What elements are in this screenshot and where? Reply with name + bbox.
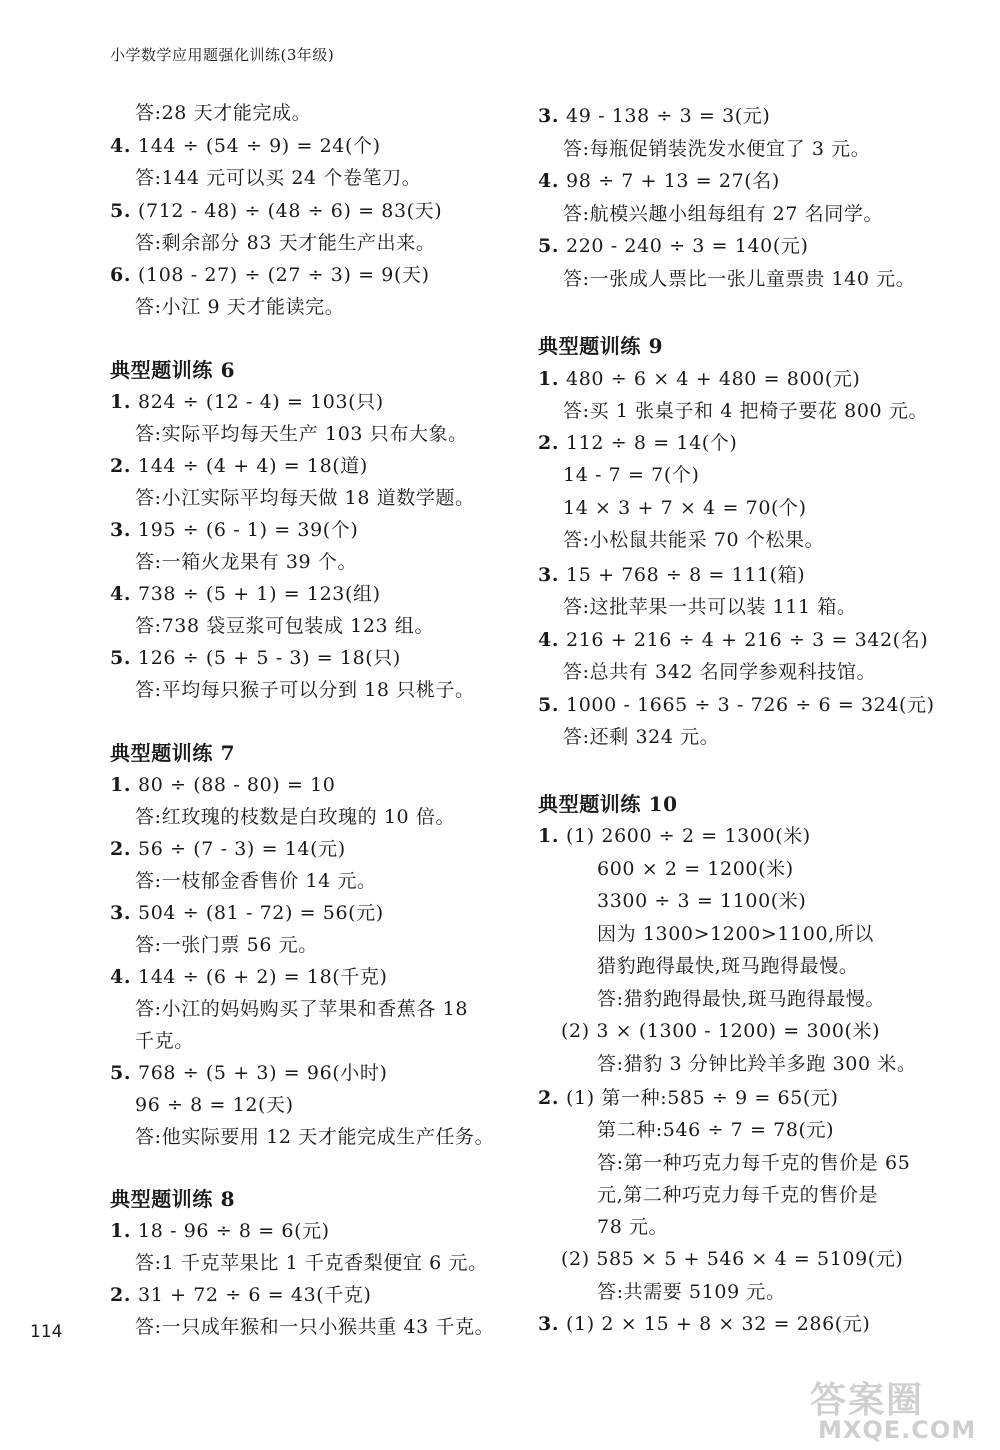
- problem-number: 3.: [538, 1313, 560, 1335]
- answer-line: [135, 165, 421, 191]
- answer-line: [563, 659, 876, 685]
- line-text: 80 ÷ (88 - 80) = 10: [138, 774, 336, 796]
- answer-line: [597, 1117, 834, 1143]
- problem-number: 4.: [538, 170, 560, 192]
- line-text: 195 ÷ (6 - 1) = 39(个): [138, 519, 359, 541]
- problem-number: 3.: [110, 519, 132, 541]
- line-text: 答:买 1 张桌子和 4 把椅子要花 800 元。: [563, 400, 929, 422]
- problem-line: [110, 133, 381, 159]
- line-text: 答:144 元可以买 24 个卷笔刀。: [135, 167, 422, 189]
- line-text: (1) 2600 ÷ 2 = 1300(米): [566, 825, 811, 847]
- problem-line: [110, 581, 381, 607]
- problem-line: [538, 430, 737, 456]
- problem-number: 3.: [110, 902, 132, 924]
- line-text: 答:平均每只猴子可以分到 18 只桃子。: [135, 679, 475, 701]
- problem-number: 5.: [110, 1062, 132, 1084]
- line-text: 112 ÷ 8 = 14(个): [566, 432, 738, 454]
- problem-line: [538, 103, 770, 129]
- problem-line: [110, 964, 388, 990]
- line-text: (1) 第一种:585 ÷ 9 = 65(元): [566, 1087, 839, 1109]
- answer-line: [597, 1214, 668, 1240]
- line-text: 答:一只成年猴和一只小猴共重 43 千克。: [135, 1316, 495, 1338]
- answer-line: [135, 932, 318, 958]
- line-text: 480 ÷ 6 × 4 + 480 = 800(元): [566, 368, 861, 390]
- line-text: 答:猎豹跑得最快,斑马跑得最慢。: [597, 988, 886, 1010]
- line-text: 144 ÷ (6 + 2) = 18(千克): [138, 966, 388, 988]
- section-heading: [538, 333, 663, 359]
- problem-line: [110, 389, 384, 415]
- problem-line: [538, 168, 780, 194]
- line-text: 第二种:546 ÷ 7 = 78(元): [597, 1119, 835, 1141]
- line-text: (2) 3 × (1300 - 1200) = 300(米): [561, 1020, 881, 1042]
- problem-number: 5.: [538, 694, 560, 716]
- problem-line: [110, 198, 442, 224]
- line-text: 14 - 7 = 7(个): [563, 464, 700, 486]
- answer-line: [135, 1028, 194, 1054]
- running-header: 小学数学应用题强化训练(3年级): [110, 46, 335, 64]
- problem-line: [538, 562, 805, 588]
- line-text: 答:小江的妈妈购买了苹果和香蕉各 18: [135, 998, 469, 1020]
- line-text: 14 × 3 + 7 × 4 = 70(个): [563, 497, 807, 519]
- answer-line: [597, 888, 806, 914]
- answer-line: [563, 495, 807, 521]
- answer-line: [561, 1018, 880, 1044]
- line-text: 答:每瓶促销装洗发水便宜了 3 元。: [563, 138, 871, 160]
- problem-line: [110, 1282, 372, 1308]
- line-text: 答:总共有 342 名同学参观科技馆。: [563, 661, 877, 683]
- page-number: 114: [30, 1322, 63, 1342]
- answer-line: [563, 527, 824, 553]
- line-text: 答:第一种巧克力每千克的售价是 65: [597, 1152, 911, 1174]
- line-text: (108 - 27) ÷ (27 ÷ 3) = 9(天): [138, 264, 430, 286]
- problem-number: 5.: [538, 235, 560, 257]
- line-text: 千克。: [135, 1030, 194, 1052]
- line-text: 因为 1300>1200>1100,所以: [597, 923, 874, 945]
- line-text: 答:红玫瑰的枝数是白玫瑰的 10 倍。: [135, 806, 456, 828]
- line-text: 答:他实际要用 12 天才能完成生产任务。: [135, 1126, 495, 1148]
- section-heading: [110, 740, 235, 766]
- line-text: 824 ÷ (12 - 4) = 103(只): [138, 391, 384, 413]
- answer-line: [597, 1051, 917, 1077]
- answer-line: [563, 201, 883, 227]
- line-text: 答:738 袋豆浆可包装成 123 组。: [135, 615, 435, 637]
- answer-line: [597, 1279, 786, 1305]
- answer-line: [135, 421, 468, 447]
- line-text: 答:一箱火龙果有 39 个。: [135, 551, 358, 573]
- line-text: 答:航模兴趣小组每组有 27 名同学。: [563, 203, 884, 225]
- problem-number: 4.: [110, 583, 132, 605]
- problem-number: 6.: [110, 264, 132, 286]
- watermark-logo: [810, 1372, 985, 1444]
- problem-line: [538, 233, 808, 259]
- problem-number: 2.: [110, 838, 132, 860]
- line-text: 126 ÷ (5 + 5 - 3) = 18(只): [138, 647, 401, 669]
- answer-line: [563, 398, 928, 424]
- problem-number: 1.: [538, 825, 560, 847]
- problem-number: 1.: [538, 368, 560, 390]
- line-text: 答:28 天才能完成。: [135, 102, 312, 124]
- line-text: 答:共需要 5109 元。: [597, 1281, 786, 1303]
- line-text: 答:这批苹果一共可以装 111 箱。: [563, 596, 857, 618]
- line-text: 答:猎豹 3 分钟比羚羊多跑 300 米。: [597, 1053, 917, 1075]
- line-text: 78 元。: [597, 1216, 669, 1238]
- line-text: 答:剩余部分 83 天才能生产出来。: [135, 232, 436, 254]
- line-text: 18 - 96 ÷ 8 = 6(元): [138, 1220, 330, 1242]
- line-text: 216 + 216 ÷ 4 + 216 ÷ 3 = 342(名): [566, 629, 929, 651]
- problem-number: 2.: [110, 455, 132, 477]
- problem-line: [110, 1218, 330, 1244]
- line-text: 典型题训练 9: [538, 334, 664, 358]
- problem-line: [538, 1311, 870, 1337]
- line-text: 答:实际平均每天生产 103 只布大象。: [135, 423, 468, 445]
- line-text: 1000 - 1665 ÷ 3 - 726 ÷ 6 = 324(元): [566, 694, 935, 716]
- section-heading: [110, 1186, 235, 1212]
- line-text: 504 ÷ (81 - 72) = 56(元): [138, 902, 384, 924]
- line-text: 49 - 138 ÷ 3 = 3(元): [566, 105, 771, 127]
- line-text: (712 - 48) ÷ (48 ÷ 6) = 83(天): [138, 200, 443, 222]
- answer-line: [135, 1124, 494, 1150]
- answer-line: [135, 1250, 488, 1276]
- answer-line: [563, 136, 870, 162]
- section-heading: [110, 357, 235, 383]
- answer-line: [597, 856, 794, 882]
- line-text: 典型题训练 10: [538, 792, 678, 816]
- answer-line: [135, 549, 357, 575]
- answer-line: [135, 868, 377, 894]
- problem-line: [110, 453, 368, 479]
- answer-line: [135, 294, 344, 320]
- line-text: 98 ÷ 7 + 13 = 27(名): [566, 170, 780, 192]
- answer-line: [135, 613, 434, 639]
- problem-number: 1.: [110, 774, 132, 796]
- answer-line: [597, 1150, 910, 1176]
- line-text: 56 ÷ (7 - 3) = 14(元): [138, 838, 346, 860]
- problem-line: [110, 1060, 388, 1086]
- answer-line: [135, 230, 435, 256]
- problem-line: [538, 1085, 839, 1111]
- line-text: 答:还剩 324 元。: [563, 726, 720, 748]
- problem-number: 3.: [538, 564, 560, 586]
- answer-line: [561, 1246, 903, 1272]
- section-heading: [538, 791, 678, 817]
- answer-line: [597, 986, 885, 1012]
- line-text: 答:一枝郁金香售价 14 元。: [135, 870, 377, 892]
- problem-number: 2.: [538, 1087, 560, 1109]
- problem-line: [110, 900, 384, 926]
- answer-line: [135, 485, 475, 511]
- answer-line: [563, 462, 699, 488]
- watermark-text: 答案圈: [810, 1380, 925, 1421]
- line-text: 元,第二种巧克力每千克的售价是: [597, 1184, 879, 1206]
- line-text: (2) 585 × 5 + 546 × 4 = 5109(元): [561, 1248, 904, 1270]
- answer-line: [135, 1092, 294, 1118]
- problem-line: [110, 836, 346, 862]
- problem-number: 4.: [538, 629, 560, 651]
- problem-number: 5.: [110, 200, 132, 222]
- line-text: 典型题训练 7: [110, 741, 236, 765]
- answer-line: [563, 594, 857, 620]
- line-text: 答:一张成人票比一张儿童票贵 140 元。: [563, 268, 916, 290]
- problem-number: 1.: [110, 1220, 132, 1242]
- problem-number: 1.: [110, 391, 132, 413]
- line-text: 猎豹跑得最快,斑马跑得最慢。: [597, 955, 859, 977]
- problem-line: [538, 627, 928, 653]
- line-text: 答:小松鼠共能采 70 个松果。: [563, 529, 825, 551]
- line-text: (1) 2 × 15 + 8 × 32 = 286(元): [566, 1313, 871, 1335]
- problem-number: 2.: [538, 432, 560, 454]
- problem-number: 3.: [538, 105, 560, 127]
- line-text: 31 + 72 ÷ 6 = 43(千克): [138, 1284, 372, 1306]
- problem-number: 5.: [110, 647, 132, 669]
- problem-line: [538, 823, 811, 849]
- answer-line: [563, 266, 915, 292]
- line-text: 典型题训练 6: [110, 358, 236, 382]
- line-text: 15 + 768 ÷ 8 = 111(箱): [566, 564, 806, 586]
- line-text: 答:小江实际平均每天做 18 道数学题。: [135, 487, 475, 509]
- problem-number: 4.: [110, 135, 132, 157]
- line-text: 768 ÷ (5 + 3) = 96(小时): [138, 1062, 388, 1084]
- line-text: 600 × 2 = 1200(米): [597, 858, 794, 880]
- line-text: 答:1 千克苹果比 1 千克香梨便宜 6 元。: [135, 1252, 488, 1274]
- problem-number: 4.: [110, 966, 132, 988]
- problem-number: 2.: [110, 1284, 132, 1306]
- line-text: 典型题训练 8: [110, 1187, 236, 1211]
- problem-line: [110, 645, 401, 671]
- problem-line: [538, 366, 860, 392]
- line-text: 答:一张门票 56 元。: [135, 934, 318, 956]
- line-text: 3300 ÷ 3 = 1100(米): [597, 890, 807, 912]
- answer-line: [597, 1182, 878, 1208]
- answer-line: [135, 677, 475, 703]
- line-text: 738 ÷ (5 + 1) = 123(组): [138, 583, 381, 605]
- line-text: 答:小江 9 天才能读完。: [135, 296, 345, 318]
- answer-line: [135, 804, 455, 830]
- problem-line: [110, 772, 335, 798]
- answer-line: [135, 1314, 494, 1340]
- answer-line: [135, 996, 468, 1022]
- line-text: 220 - 240 ÷ 3 = 140(元): [566, 235, 809, 257]
- problem-line: [538, 692, 935, 718]
- answer-line: [597, 921, 874, 947]
- line-text: 144 ÷ (54 ÷ 9) = 24(个): [138, 135, 381, 157]
- line-text: 96 ÷ 8 = 12(天): [135, 1094, 294, 1116]
- answer-line: [563, 724, 719, 750]
- problem-line: [110, 517, 358, 543]
- answer-line: [597, 953, 858, 979]
- problem-line: [110, 262, 430, 288]
- watermark-url: MXQE.COM: [818, 1416, 977, 1444]
- answer-line: [135, 100, 311, 126]
- line-text: 144 ÷ (4 + 4) = 18(道): [138, 455, 368, 477]
